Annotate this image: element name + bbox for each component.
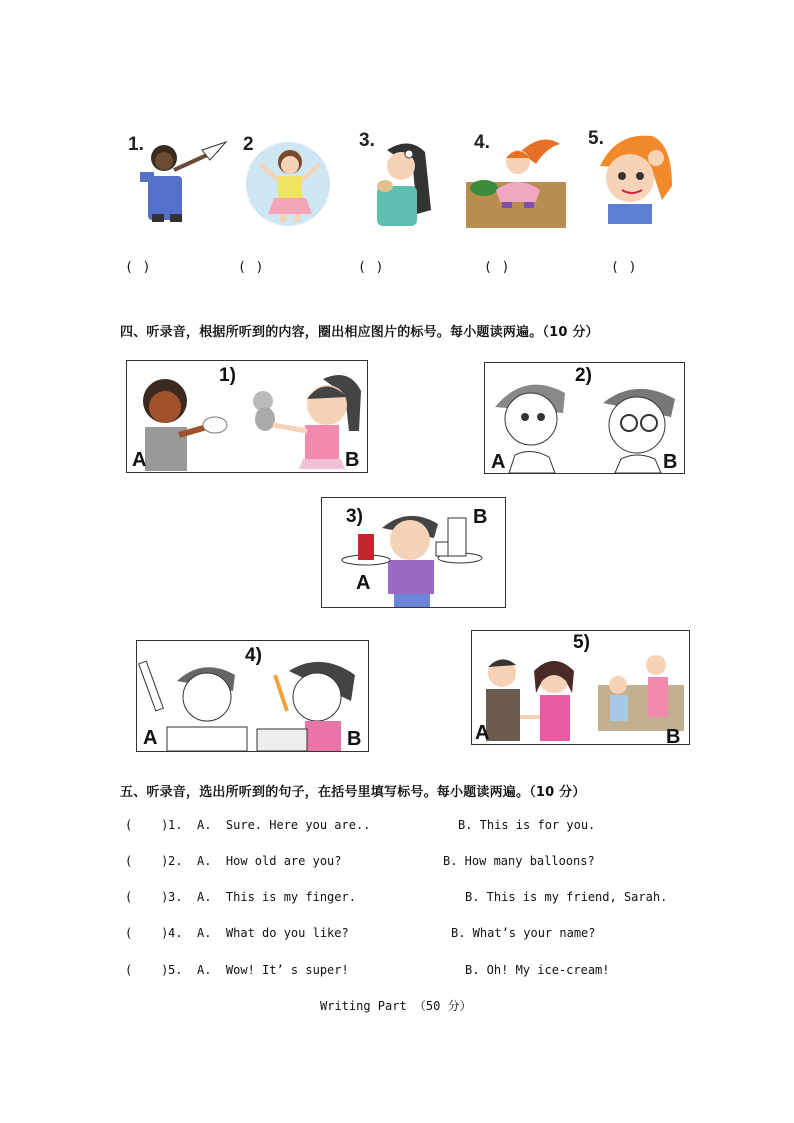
panel-3: [321, 497, 506, 608]
panel-2: [484, 362, 685, 474]
picture-5: [586, 126, 676, 224]
answer-bracket[interactable]: ( ): [238, 260, 265, 275]
answer-bracket[interactable]: ( ): [484, 260, 511, 275]
picture-1: [126, 128, 231, 224]
option-b-label[interactable]: B: [347, 728, 362, 750]
panel-number: 1): [219, 365, 236, 386]
question-number: 3.: [168, 890, 183, 904]
option-a-text: A. Sure. Here you are..: [197, 818, 371, 832]
question-number: 2.: [168, 854, 183, 868]
boy-rabbit-girl-monkey-illustration: [127, 361, 367, 472]
panel-number: 4): [245, 645, 262, 666]
answer-bracket[interactable]: ( ): [125, 854, 169, 868]
option-b-label[interactable]: B: [345, 449, 360, 471]
option-b-label[interactable]: B: [473, 506, 488, 528]
panel-5: [471, 630, 690, 745]
picture-number: 4.: [474, 132, 490, 153]
option-a-label[interactable]: A: [143, 727, 158, 749]
writing-part-title: Writing Part （50 分）: [320, 999, 472, 1013]
answer-bracket[interactable]: ( ): [125, 926, 169, 940]
picture-number: 2: [243, 134, 254, 155]
section-4-heading: 四、听录音，根据所听到的内容，圈出相应图片的标号。每小题读两遍。（10 分）: [120, 325, 599, 340]
question-number: 1.: [168, 818, 183, 832]
option-a-text: A. This is my finger.: [197, 890, 356, 904]
option-b-text: B. How many balloons?: [443, 854, 595, 868]
picture-number: 1.: [128, 134, 144, 155]
option-b-text: B. Oh! My ice-cream!: [465, 963, 610, 977]
panel-4: [136, 640, 369, 752]
picture-number: 3.: [359, 130, 375, 151]
picture-number: 5.: [588, 128, 604, 149]
option-b-label[interactable]: B: [663, 451, 678, 473]
answer-bracket[interactable]: ( ): [611, 260, 638, 275]
option-b-text: B. This is my friend, Sarah.: [465, 890, 668, 904]
answer-bracket[interactable]: ( ): [125, 963, 169, 977]
option-a-text: A. What do you like?: [197, 926, 349, 940]
picture-4: [466, 128, 566, 230]
panel-1: [126, 360, 368, 473]
answer-bracket[interactable]: ( ): [125, 260, 152, 275]
picture-2: [240, 128, 332, 228]
option-a-label[interactable]: A: [132, 449, 147, 471]
option-a-text: A. Wow! It’ s super!: [197, 963, 349, 977]
question-number: 5.: [168, 963, 183, 977]
panel-number: 5): [573, 632, 590, 653]
option-a-label[interactable]: A: [475, 722, 490, 744]
answer-bracket[interactable]: ( ): [125, 818, 169, 832]
option-b-label[interactable]: B: [666, 726, 681, 745]
panel-number: 3): [346, 506, 363, 527]
picture-3: [357, 128, 437, 232]
section-5-heading: 五、听录音，选出所听到的句子，在括号里填写标号。每小题读两遍。（10 分）: [120, 785, 586, 800]
panel-number: 2): [575, 365, 592, 386]
girl-waving-illustration: [240, 128, 332, 228]
option-a-text: A. How old are you?: [197, 854, 342, 868]
option-b-text: B. What’s your name?: [451, 926, 596, 940]
option-a-label[interactable]: A: [356, 572, 371, 594]
question-number: 4.: [168, 926, 183, 940]
option-a-label[interactable]: A: [491, 451, 506, 473]
option-b-text: B. This is for you.: [458, 818, 596, 832]
answer-bracket[interactable]: ( ): [358, 260, 385, 275]
answer-bracket[interactable]: ( ): [125, 890, 169, 904]
